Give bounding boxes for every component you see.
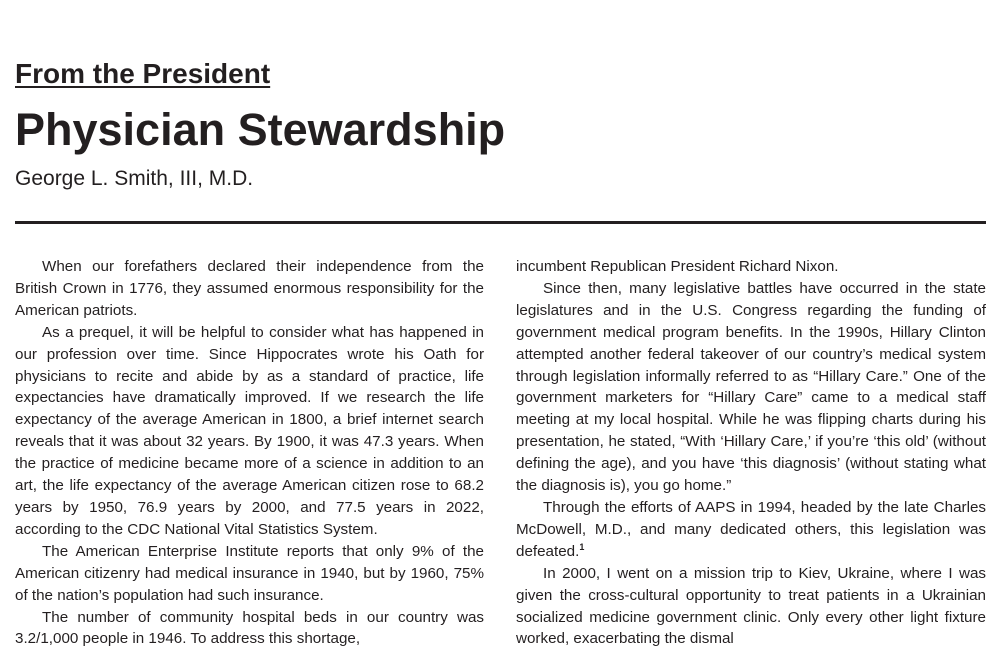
paragraph: The American Enterprise Institute reports that only 9% of the American citizenry had medical insurance in 1940, but by 1960, 75% of the nation’s population had such insurance. [15,542,484,604]
paragraph-text: Through the efforts of AAPS in 1994, headed by the late Charles McDowell, M.D., and many dedicated others, this legislation was defeated. [516,498,986,560]
paragraph-continuation: incumbent Republican President Richard Nixon. [516,258,839,275]
paragraph: When our forefathers declared their independence from the British Crown in 1776, they assumed enormous responsibility for the American patriots. [15,258,484,319]
left-column [15,256,484,650]
paragraph: The number of community hospital beds in our country was 3.2/1,000 people in 1946. To address this shortage, [15,608,484,648]
article-title: Physician Stewardship [15,104,506,155]
paragraph: Since then, many legislative battles have occurred in the state legislatures and in the U.S. Congress regarding the funding of government medical program benefits. In the 1990s, Hillary Clinton attempted another federal takeover of our country’s medical system through legislation informally referred to as “Hillary Care.” One of the government marketers for “Hillary Care” came to a medical staff meeting at my local hospital. While he was flipping charts during his presentation, he stated, “With ‘Hillary Care,’ if you’re ‘this old’ (without defining the age), and you have ‘this diagnosis’ (without stating what the diagnosis is), you go home.” [516,279,986,495]
section-kicker: From the President [15,58,271,89]
paragraph: As a prequel, it will be helpful to consider what has happened in our profession over time. Since Hippocrates wrote his Oath for physicians to recite and abide by as a standard of practice, life expectancies have dramatically improved. If we research the life expectancy of the average American in 1800, a brief internet search reveals that it was about 32 years. By 1900, it was 47.3 years. When the practice of medicine became more of a science in addition to an art, the life expectancy of the average American citizen rose to 68.2 years by 1950, 76.9 years by 2000, and 77.5 years in 2022, according to the CDC National Vital Statistics System. [15,323,484,538]
paragraph [516,497,986,563]
footnote-marker[interactable]: 1 [579,541,585,552]
header-divider [15,221,986,224]
article-author: George L. Smith, III, M.D. [15,167,254,190]
right-column [516,256,986,650]
paragraph: In 2000, I went on a mission trip to Kiev, Ukraine, where I was given the cross-cultural opportunity to treat patients in a Ukrainian socialized medicine government clinic. Only every other light fixture worked, exacerbating the dismal [516,564,986,648]
